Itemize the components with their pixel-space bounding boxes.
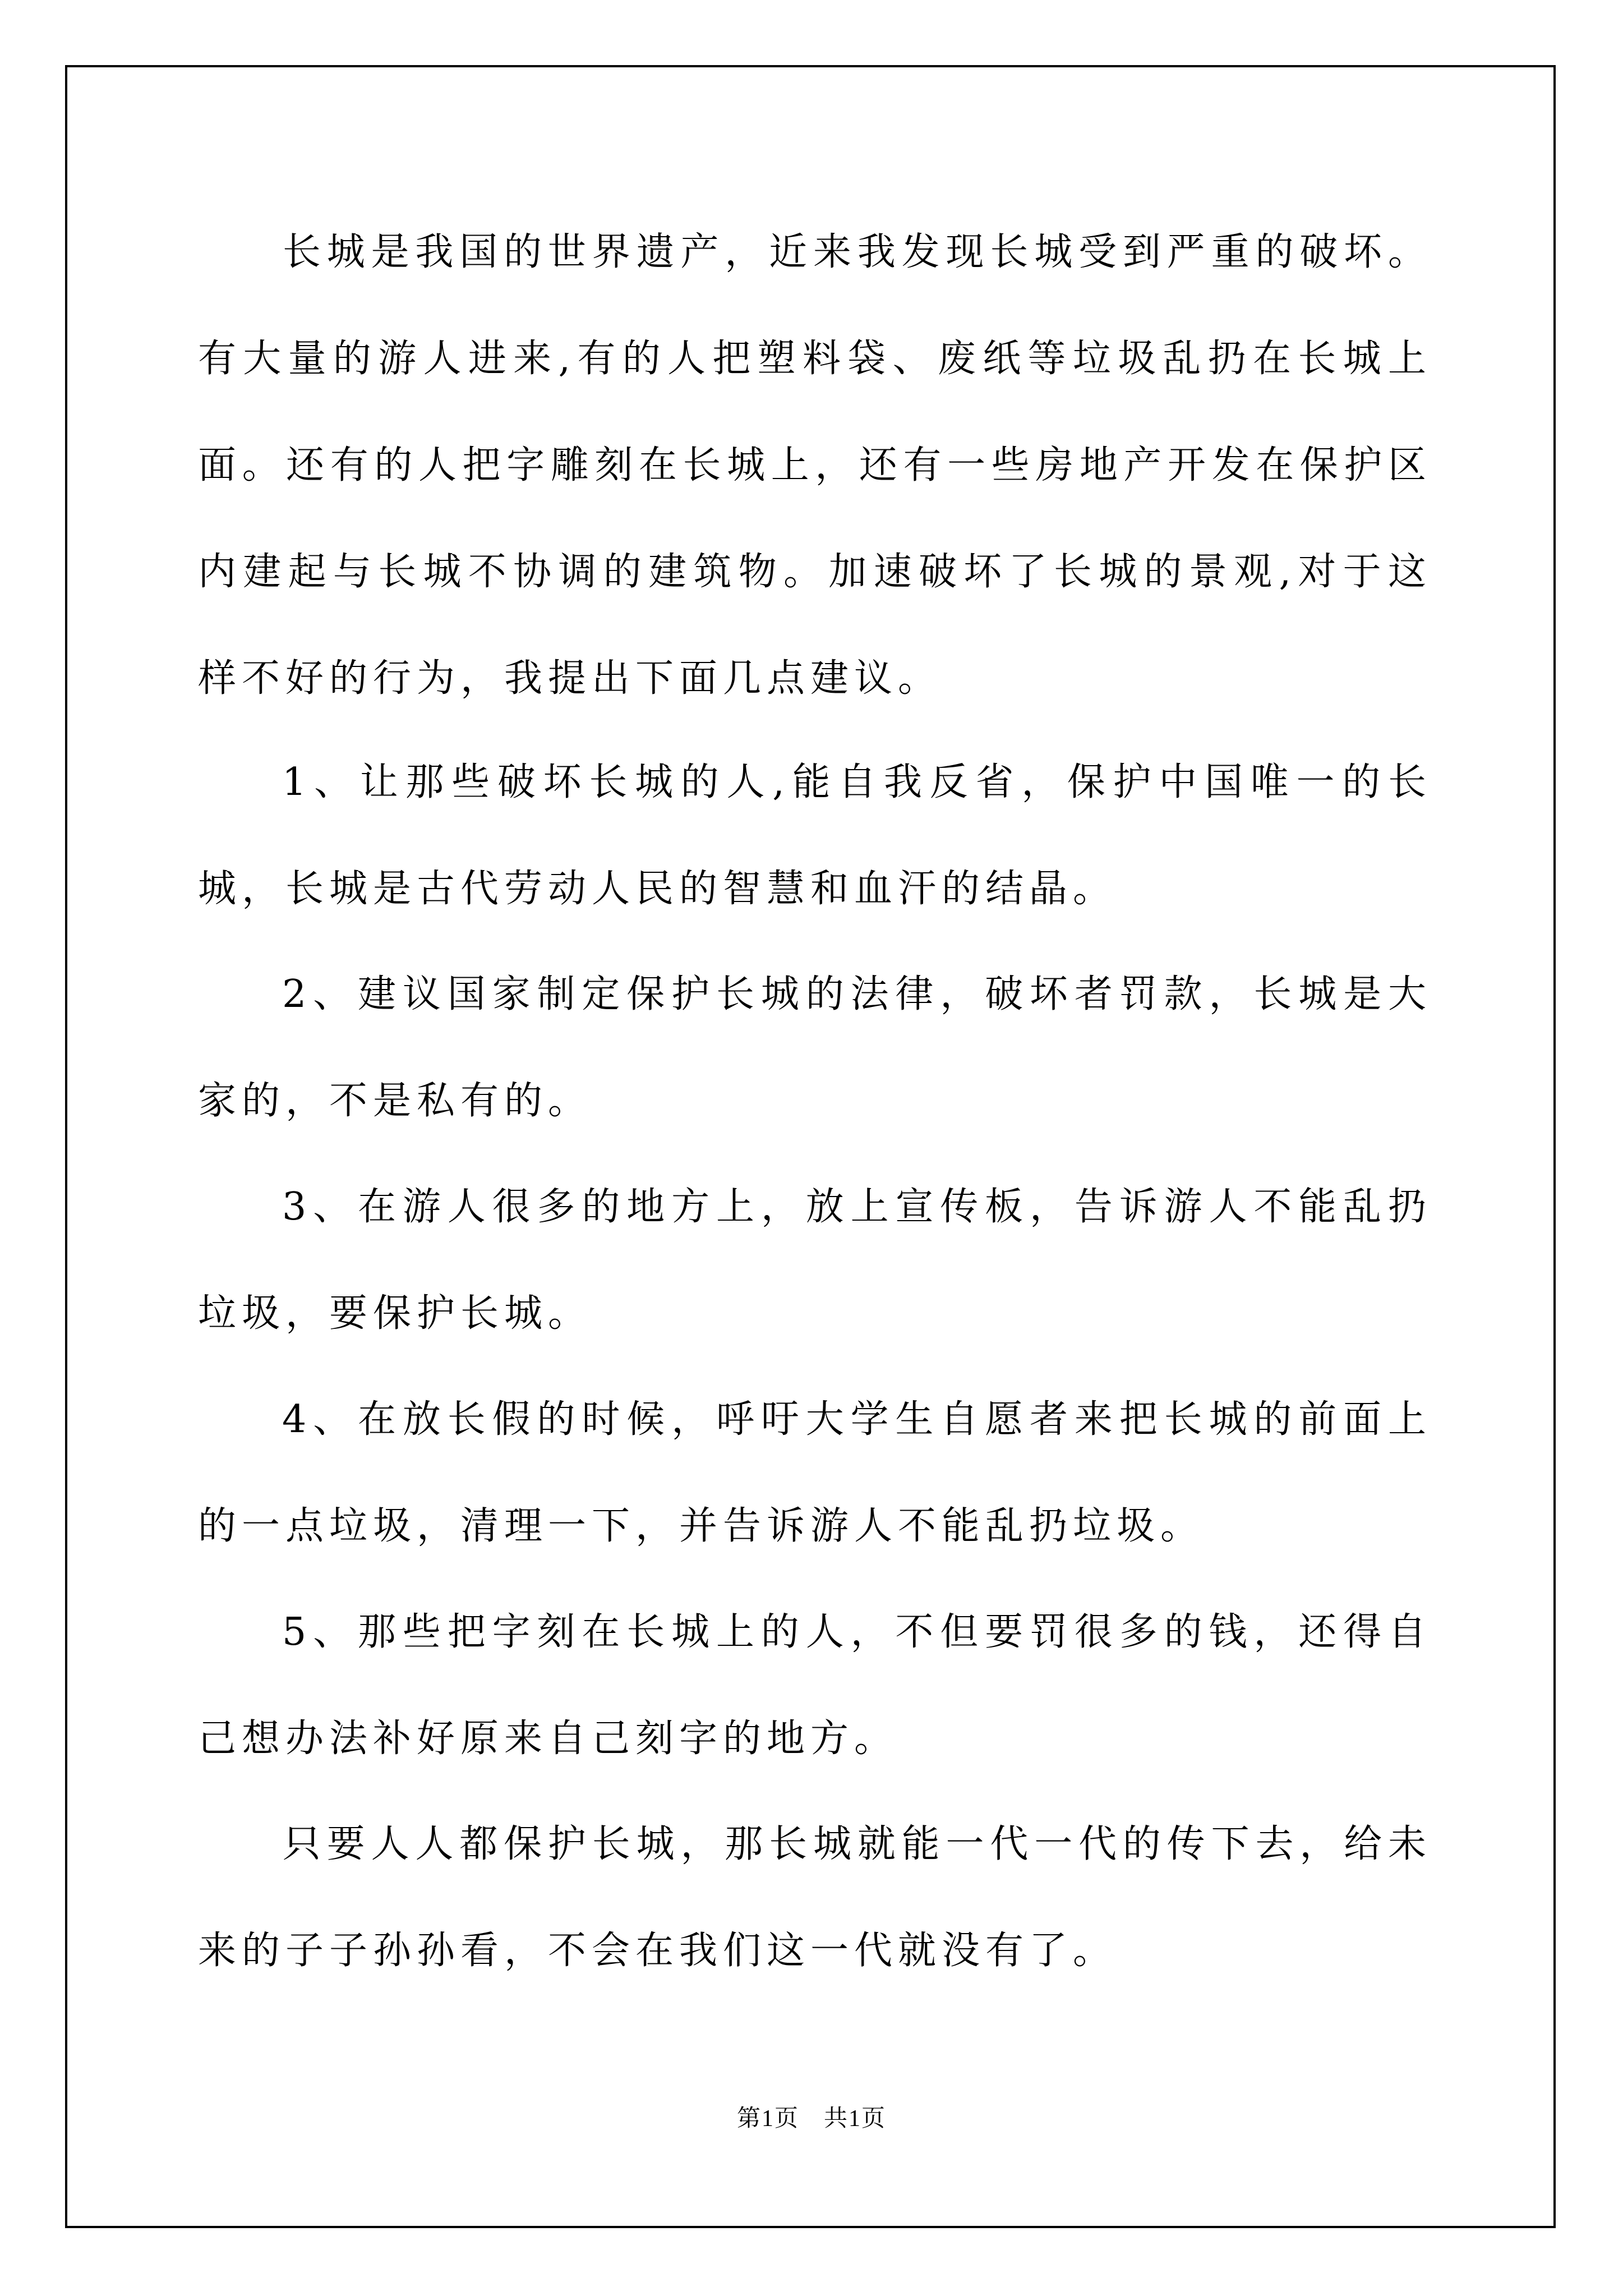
paragraph-intro: 长城是我国的世界遗产，近来我发现长城受到严重的破坏。有大量的游人进来,有的人把塑料袋、废纸等垃圾乱扔在长城上面。还有的人把字雕刻在长城上，还有一些房地产开发在保护区内建起与长城不协调的建筑物。加速破坏了长城的景观,对于这样不好的行为，我提出下面几点建议。: [198, 230, 1432, 701]
page-number-footer: 第1页 共1页: [736, 2106, 886, 2132]
paragraph-conclusion: 只要人人都保护长城，那长城就能一代一代的传下去，给未来的子子孙孙看，不会在我们这一代就没有了。: [198, 1822, 1432, 1973]
paragraph-suggestion-4: 4、在放长假的时候，呼吁大学生自愿者来把长城的前面上的一点垃圾，清理一下，并告诉游人不能乱扔垃圾。: [198, 1397, 1432, 1548]
paragraph-suggestion-2: 2、建议国家制定保护长城的法律，破坏者罚款，长城是大家的，不是私有的。: [198, 972, 1432, 1123]
paragraph-suggestion-3: 3、在游人很多的地方上，放上宣传板，告诉游人不能乱扔垃圾，要保护长城。: [198, 1185, 1432, 1336]
paragraph-suggestion-5: 5、那些把字刻在长城上的人，不但要罚很多的钱，还得自己想办法补好原来自己刻字的地方。: [198, 1610, 1432, 1761]
paragraph-suggestion-1: 1、让那些破坏长城的人,能自我反省，保护中国唯一的长城，长城是古代劳动人民的智慧和血汗的结晶。: [198, 760, 1432, 911]
